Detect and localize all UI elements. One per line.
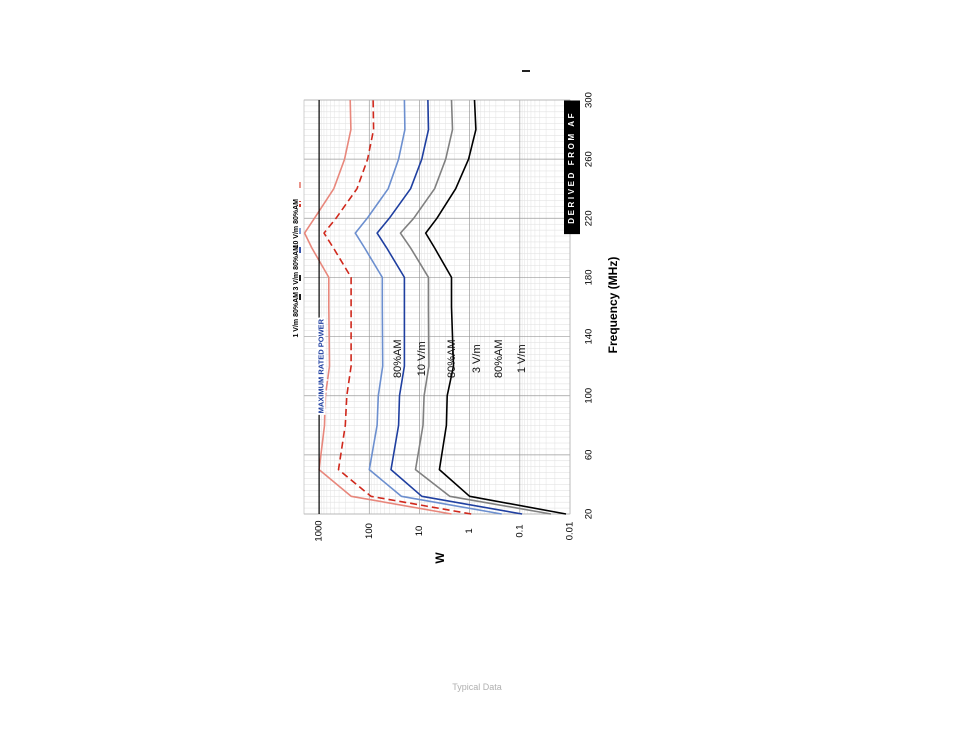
x-tick-label: 220 bbox=[583, 210, 595, 227]
max-power-label: MAXIMUM RATED POWER bbox=[316, 318, 326, 414]
y-tick-labels bbox=[314, 520, 576, 541]
y-tick-label: 100 bbox=[363, 523, 375, 539]
legend bbox=[293, 182, 300, 338]
x-tick-label: 260 bbox=[583, 151, 595, 168]
curve-label: 80%AM bbox=[445, 339, 458, 379]
curve-label: 80%AM bbox=[391, 339, 404, 379]
legend-label: 3 V/m 80%AM bbox=[292, 245, 300, 291]
y-tick-label: 1 bbox=[464, 528, 476, 534]
curve-label: 10 V/m bbox=[415, 341, 428, 377]
x-axis-title: Frequency (MHz) bbox=[606, 256, 621, 354]
x-tick-label: 100 bbox=[583, 387, 595, 404]
curve-label: 3 V/m bbox=[470, 344, 483, 374]
y-tick-label: 10 bbox=[413, 525, 425, 537]
y-tick-label: 1000 bbox=[313, 520, 325, 542]
y-tick-label: 0.01 bbox=[564, 521, 576, 541]
derived-badge bbox=[564, 101, 580, 235]
x-tick-label: 60 bbox=[583, 449, 595, 461]
x-tick-label: 140 bbox=[583, 328, 595, 345]
curve-label: 1 V/m bbox=[515, 344, 528, 374]
y-axis-title: W bbox=[433, 552, 448, 564]
x-tick-label: 300 bbox=[583, 92, 595, 108]
x-tick-label: 180 bbox=[583, 269, 595, 286]
y-tick-label: 0.1 bbox=[514, 524, 526, 538]
legend-label: 10 V/m 80%AM bbox=[292, 199, 300, 249]
legend-label: 1 V/m 80%AM bbox=[292, 292, 300, 338]
dash-mark bbox=[522, 70, 530, 72]
x-tick-labels bbox=[584, 92, 595, 519]
curve-label: 80%AM bbox=[492, 339, 505, 379]
footer-caption: Typical Data bbox=[452, 682, 502, 692]
derived-badge-text: DERIVED FROM AF bbox=[567, 110, 577, 224]
x-tick-label: 20 bbox=[583, 508, 595, 520]
